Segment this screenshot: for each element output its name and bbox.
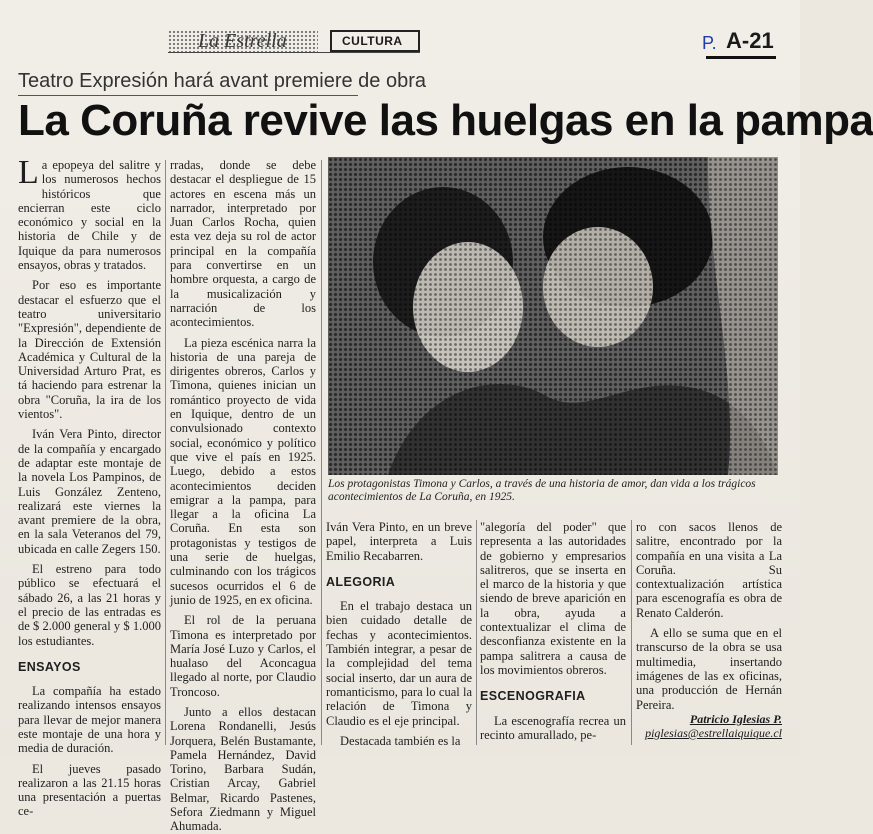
article-column-2 xyxy=(170,158,316,834)
paragraph: rradas, donde se debe destacar el despliegue de 15 actores en escena más un narrador, interpretado por Juan Carlos Rocha, quien esta vez deja su rol de actor principal en la compañía para convertirse en un hombre orquesta, a cargo de la musicalización y narración de los acontecimientos. xyxy=(170,158,316,330)
paragraph: El estreno para todo público se efectuará el sábado 26, a las 21 horas y el precio de las entradas es de $ 2.000 general y $ 1.000 los estudiantes. xyxy=(18,562,161,648)
article-column-5 xyxy=(636,520,782,710)
article-kicker: Teatro Expresión hará avant premiere de obra xyxy=(18,70,427,92)
newspaper-masthead: La Estrella xyxy=(168,30,318,52)
paragraph: La pieza escénica narra la historia de una pareja de dirigentes obreros, Carlos y Timona, quienes inician un romántico proyecto de vida en Iquique, dentro de un convulsionado contexto social, económico y político que vive el país en 1925. Luego, debido a estos acontecimientos deciden emigrar a la pampa, para llegar a la oficina La Coruña. En esta son protagonistas y testigos de una serie de huelgas, culminando con los trágicos sucesos ocurridos el 6 de junio de 1925, en ex oficina. xyxy=(170,335,316,607)
paragraph xyxy=(18,154,161,273)
page-number-underline xyxy=(706,56,776,59)
photo-caption: Los protagonistas Timona y Carlos, a través de una historia de amor, dan vida a los trágicos acontecimientos de La Coruña, en 1925. xyxy=(328,478,756,503)
article-headline: La Coruña revive las huelgas en la pampa xyxy=(18,96,873,145)
paragraph: Junto a ellos destacan Lorena Rondanelli, Jesús Jorquera, Belén Bustamante, Pamela Hernández, David Torino, Barbara Sudán, Cristian Arcay, Gabriel Belmar, Ricardo Pastenes, Sefora Ziedmann y Miguel Ahumada. xyxy=(170,704,316,834)
header-divider xyxy=(168,52,420,53)
paragraph: Iván Vera Pinto, director de la compañía y encargado de adaptar este montaje de la novela Los Pampinos, de Luis González Zenteno, realizará este viernes la avant premiere de la obra, en la sala Veteranos del 79, ubicada en calle Zegers 150. xyxy=(18,427,161,556)
drop-cap: L xyxy=(18,154,39,191)
column-divider xyxy=(321,160,322,745)
column-divider xyxy=(631,520,632,745)
article-column-1 xyxy=(18,154,161,819)
subheading-escenografia: ESCENOGRAFIA xyxy=(480,689,586,704)
paragraph: ro con sacos llenos de salitre, encontrado por la compañía en una visita a La Coruña. Su contextualización artística para escenografía es obra de Renato Calderón. xyxy=(636,520,782,620)
author-email: piglesias@estrellaiquique.cl xyxy=(645,726,782,740)
subheading-alegoria: ALEGORIA xyxy=(326,574,396,589)
paragraph: A ello se suma que en el transcurso de la obra se usa multimedia, insertando imágenes de las ex oficinas, una producción de Hernán Pereira. xyxy=(636,626,782,712)
paragraph: "alegoría del poder" que representa a las autoridades de gobierno y empresarios salitreros, que se inserta en el marco de la historia y que siendo de breve aparición en la obra, ayuda a contextualizar el clima de desconfianza existente en la pampa salitrera a causa de los movimientos obreros. xyxy=(480,520,626,677)
author-name: Patricio Iglesias P. xyxy=(689,712,782,726)
paragraph: El rol de la peruana Timona es interpretado por María José Luzo y Carlos, el hualaso del Aconcagua llegado al norte, por Claudio Troncoso. xyxy=(170,613,316,699)
paragraph: El jueves pasado realizaron a las 21.15 horas una presentación a puertas ce- xyxy=(18,761,161,819)
paragraph: La compañía ha estado realizando intensos ensayos para llevar de mejor manera este montaje de una hora y media de duración. xyxy=(18,684,161,756)
article-column-3 xyxy=(326,520,472,748)
page-number: A-21 xyxy=(726,28,774,53)
article-photo xyxy=(328,157,778,475)
paragraph: En el trabajo destaca un bien cuidado detalle de fechas y acontecimientos. También integrar, a pesar de la complejidad del tema social inserto, dar un aura de romanticismo, para lo cual la relación de Timona y Claudio es el eje principal. xyxy=(326,599,472,728)
subheading-ensayos: ENSAYOS xyxy=(18,659,81,674)
column-divider xyxy=(476,520,477,745)
paragraph: Por eso es importante destacar el esfuerzo que el teatro universitario "Expresión", dependiente de la Dirección de Extensión Académica y Cultural de la Universidad Arturo Prat, es tá haciendo para estrenar la obra "Coruña, la ira de los vientos". xyxy=(18,278,161,422)
paragraph: Iván Vera Pinto, en un breve papel, interpreta a Luis Emilio Recabarren. xyxy=(326,520,472,563)
photo-couple-illustration xyxy=(328,157,778,475)
handwritten-page-mark: P. xyxy=(702,33,717,53)
section-label: CULTURA xyxy=(330,30,420,52)
paragraph-text: a epopeya del salitre y los numerosos hechos históricos que encierran este ciclo económico y social en la historia de Chile y de Iquique da para numerosos ensayos, obras y tratados. xyxy=(18,158,161,273)
paragraph: La escenografía recrea un recinto amurallado, pe- xyxy=(480,713,626,742)
column-divider xyxy=(165,160,166,745)
paragraph: Destacada también es la xyxy=(340,733,461,748)
article-column-4 xyxy=(480,520,626,748)
author-signature xyxy=(636,712,782,740)
